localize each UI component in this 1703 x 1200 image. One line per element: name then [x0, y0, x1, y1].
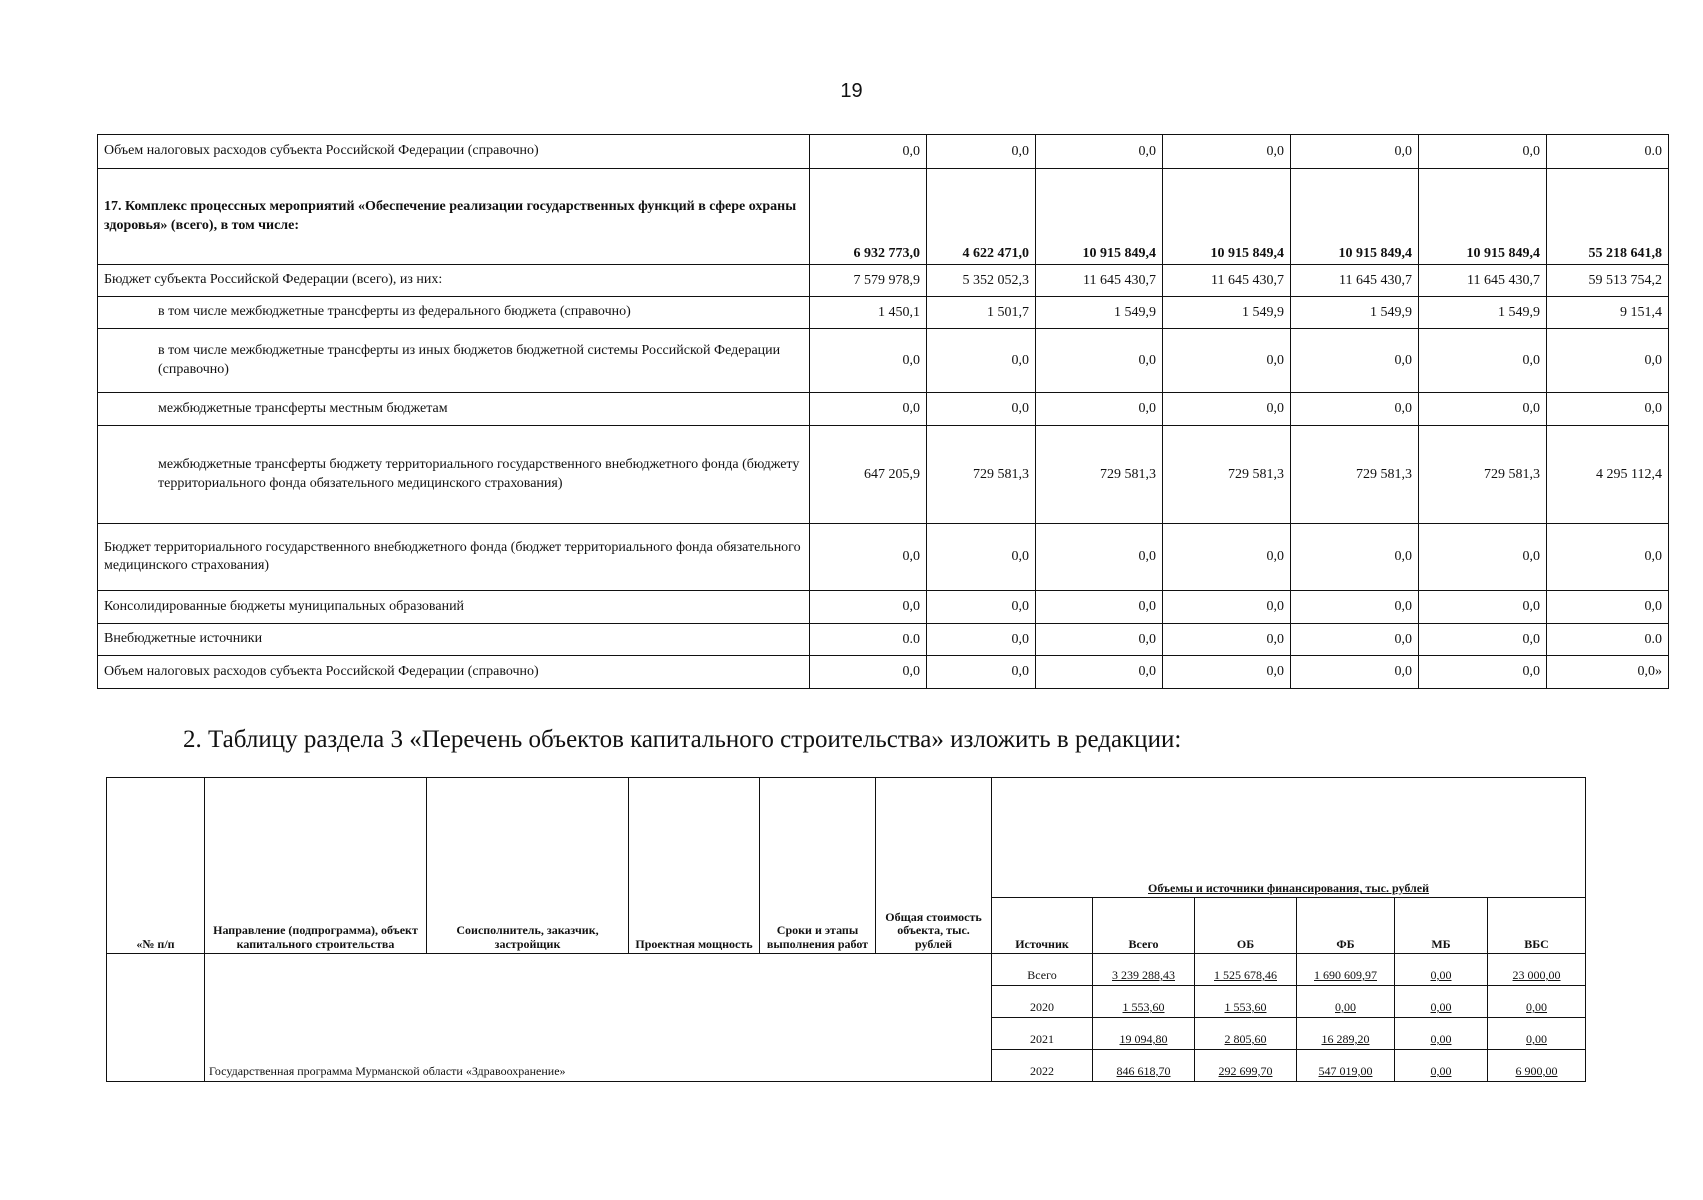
table-row	[98, 426, 1669, 524]
row-value: 729 581,3	[1419, 426, 1547, 524]
cell-fb: 0,00	[1297, 986, 1395, 1018]
header-total: Всего	[1093, 898, 1195, 954]
row-label: 17. Комплекс процессных мероприятий «Обеспечение реализации государственных функций в сфере охраны здоровья» (всего), в том числе:	[98, 169, 810, 265]
row-value: 0.0	[810, 624, 927, 656]
cell-total: 19 094,80	[1093, 1018, 1195, 1050]
cell-mb: 0,00	[1395, 954, 1488, 986]
cell-vbs: 23 000,00	[1488, 954, 1586, 986]
row-value: 11 645 430,7	[1036, 265, 1163, 297]
row-value: 10 915 849,4	[1419, 169, 1547, 265]
capital-construction-table	[106, 777, 1586, 1082]
row-value: 1 450,1	[810, 297, 927, 329]
header-ob: ОБ	[1195, 898, 1297, 954]
header-vbs: ВБС	[1488, 898, 1586, 954]
header-num: «№ п/п	[107, 778, 205, 954]
row-value: 0,0	[810, 135, 927, 169]
row-value: 4 622 471,0	[927, 169, 1036, 265]
row-value: 0,0	[1163, 393, 1291, 426]
row-value: 729 581,3	[1291, 426, 1419, 524]
row-label: межбюджетные трансферты бюджету территориального государственного внебюджетного фонда (бюджету территориального фонда обязательного медицинского страхования)	[98, 426, 810, 524]
row-value: 1 549,9	[1036, 297, 1163, 329]
row-value: 0,0	[927, 524, 1036, 591]
page-number: 19	[840, 80, 863, 102]
row-value: 0,0	[1547, 393, 1669, 426]
row-value: 0,0	[1419, 524, 1547, 591]
table-row	[98, 624, 1669, 656]
row-value: 647 205,9	[810, 426, 927, 524]
row-value: 0,0	[1163, 329, 1291, 393]
row-value: 0,0	[1547, 591, 1669, 624]
header-capacity: Проектная мощность	[629, 778, 760, 954]
row-value: 0,0	[1291, 135, 1419, 169]
table-row	[107, 954, 1586, 986]
row-value: 0,0	[1163, 135, 1291, 169]
financing-table	[97, 134, 1669, 689]
row-value: 11 645 430,7	[1163, 265, 1291, 297]
row-value: 0,0	[810, 656, 927, 689]
row-value: 0,0	[1291, 329, 1419, 393]
row-num-cell	[107, 954, 205, 1082]
row-label: Внебюджетные источники	[98, 624, 810, 656]
section-heading: 2. Таблицу раздела 3 «Перечень объектов капитального строительства» изложить в редакции:	[183, 726, 1182, 753]
row-value: 0,0	[1036, 656, 1163, 689]
cell-source: 2021	[992, 1018, 1093, 1050]
row-label: в том числе межбюджетные трансферты из федерального бюджета (справочно)	[98, 297, 810, 329]
table-row	[98, 169, 1669, 265]
row-value: 0,0	[810, 329, 927, 393]
row-value: 5 352 052,3	[927, 265, 1036, 297]
row-value: 0,0	[1291, 624, 1419, 656]
row-label: Бюджет территориального государственного внебюджетного фонда (бюджет территориального фонда обязательного медицинского страхования)	[98, 524, 810, 591]
cell-vbs: 0,00	[1488, 986, 1586, 1018]
row-value: 4 295 112,4	[1547, 426, 1669, 524]
cell-mb: 0,00	[1395, 1018, 1488, 1050]
cell-source: 2022	[992, 1050, 1093, 1082]
row-value: 0,0	[810, 393, 927, 426]
row-value: 9 151,4	[1547, 297, 1669, 329]
cell-ob: 292 699,70	[1195, 1050, 1297, 1082]
row-value: 0,0	[1547, 329, 1669, 393]
row-value: 0,0	[1163, 656, 1291, 689]
cell-total: 846 618,70	[1093, 1050, 1195, 1082]
row-value: 729 581,3	[927, 426, 1036, 524]
row-value: 0,0	[1036, 393, 1163, 426]
row-value: 1 549,9	[1163, 297, 1291, 329]
row-value: 0,0	[1419, 135, 1547, 169]
row-value: 55 218 641,8	[1547, 169, 1669, 265]
row-value: 0,0	[1419, 624, 1547, 656]
table-row	[98, 656, 1669, 689]
table-row	[98, 265, 1669, 297]
cell-ob: 1 553,60	[1195, 986, 1297, 1018]
row-value: 0,0	[1419, 591, 1547, 624]
row-value: 0.0	[1547, 135, 1669, 169]
row-value: 0,0	[1419, 656, 1547, 689]
row-value: 0,0	[927, 656, 1036, 689]
cell-source: 2020	[992, 986, 1093, 1018]
row-value: 0,0	[1547, 524, 1669, 591]
row-value: 1 549,9	[1419, 297, 1547, 329]
header-executor: Соисполнитель, заказчик, застройщик	[427, 778, 629, 954]
table-row	[98, 524, 1669, 591]
cell-mb: 0,00	[1395, 986, 1488, 1018]
cell-fb: 1 690 609,97	[1297, 954, 1395, 986]
cell-mb: 0,00	[1395, 1050, 1488, 1082]
header-cost: Общая стоимость объекта, тыс. рублей	[876, 778, 992, 954]
table-row	[98, 329, 1669, 393]
table-row	[98, 591, 1669, 624]
row-value: 0,0	[810, 524, 927, 591]
row-value: 0,0	[1036, 591, 1163, 624]
cell-total: 3 239 288,43	[1093, 954, 1195, 986]
header-terms: Сроки и этапы выполнения работ	[760, 778, 876, 954]
cell-vbs: 6 900,00	[1488, 1050, 1586, 1082]
row-label: межбюджетные трансферты местным бюджетам	[98, 393, 810, 426]
table-row	[98, 297, 1669, 329]
table-row	[98, 393, 1669, 426]
row-value: 729 581,3	[1163, 426, 1291, 524]
row-value: 0.0	[1547, 624, 1669, 656]
row-value: 11 645 430,7	[1419, 265, 1547, 297]
row-value: 10 915 849,4	[1163, 169, 1291, 265]
row-value: 0,0	[1163, 524, 1291, 591]
row-value: 0,0	[1036, 329, 1163, 393]
row-value: 0,0»	[1547, 656, 1669, 689]
header-direction: Направление (подпрограмма), объект капитального строительства	[205, 778, 427, 954]
header-financing: Объемы и источники финансирования, тыс. рублей	[992, 778, 1586, 898]
row-value: 0,0	[1163, 591, 1291, 624]
row-value: 0,0	[1419, 329, 1547, 393]
row-value: 1 501,7	[927, 297, 1036, 329]
row-value: 0,0	[1291, 393, 1419, 426]
row-label: в том числе межбюджетные трансферты из иных бюджетов бюджетной системы Российской Федерации (справочно)	[98, 329, 810, 393]
row-value: 59 513 754,2	[1547, 265, 1669, 297]
row-value: 6 932 773,0	[810, 169, 927, 265]
cell-ob: 1 525 678,46	[1195, 954, 1297, 986]
row-label: Консолидированные бюджеты муниципальных образований	[98, 591, 810, 624]
table-row	[98, 135, 1669, 169]
row-value: 0,0	[810, 591, 927, 624]
cell-total: 1 553,60	[1093, 986, 1195, 1018]
row-value: 0,0	[1163, 624, 1291, 656]
row-value: 11 645 430,7	[1291, 265, 1419, 297]
cell-vbs: 0,00	[1488, 1018, 1586, 1050]
row-value: 7 579 978,9	[810, 265, 927, 297]
row-label: Бюджет субъекта Российской Федерации (всего), из них:	[98, 265, 810, 297]
row-value: 0,0	[927, 624, 1036, 656]
row-value: 0,0	[927, 591, 1036, 624]
cell-ob: 2 805,60	[1195, 1018, 1297, 1050]
row-value: 0,0	[927, 329, 1036, 393]
row-value: 0,0	[1036, 624, 1163, 656]
row-value: 0,0	[1419, 393, 1547, 426]
row-value: 0,0	[1036, 135, 1163, 169]
row-label: Объем налоговых расходов субъекта Российской Федерации (справочно)	[98, 135, 810, 169]
row-value: 0,0	[1291, 524, 1419, 591]
row-value: 0,0	[1291, 591, 1419, 624]
cell-fb: 16 289,20	[1297, 1018, 1395, 1050]
row-value: 0,0	[1291, 656, 1419, 689]
row-label: Объем налоговых расходов субъекта Российской Федерации (справочно)	[98, 656, 810, 689]
row-value: 0,0	[927, 135, 1036, 169]
row-value: 1 549,9	[1291, 297, 1419, 329]
cell-fb: 547 019,00	[1297, 1050, 1395, 1082]
program-name: Государственная программа Мурманской области «Здравоохранение»	[205, 954, 992, 1082]
row-value: 729 581,3	[1036, 426, 1163, 524]
header-mb: МБ	[1395, 898, 1488, 954]
row-value: 0,0	[927, 393, 1036, 426]
row-value: 0,0	[1036, 524, 1163, 591]
header-source: Источник	[992, 898, 1093, 954]
row-value: 10 915 849,4	[1036, 169, 1163, 265]
header-fb: ФБ	[1297, 898, 1395, 954]
row-value: 10 915 849,4	[1291, 169, 1419, 265]
cell-source: Всего	[992, 954, 1093, 986]
